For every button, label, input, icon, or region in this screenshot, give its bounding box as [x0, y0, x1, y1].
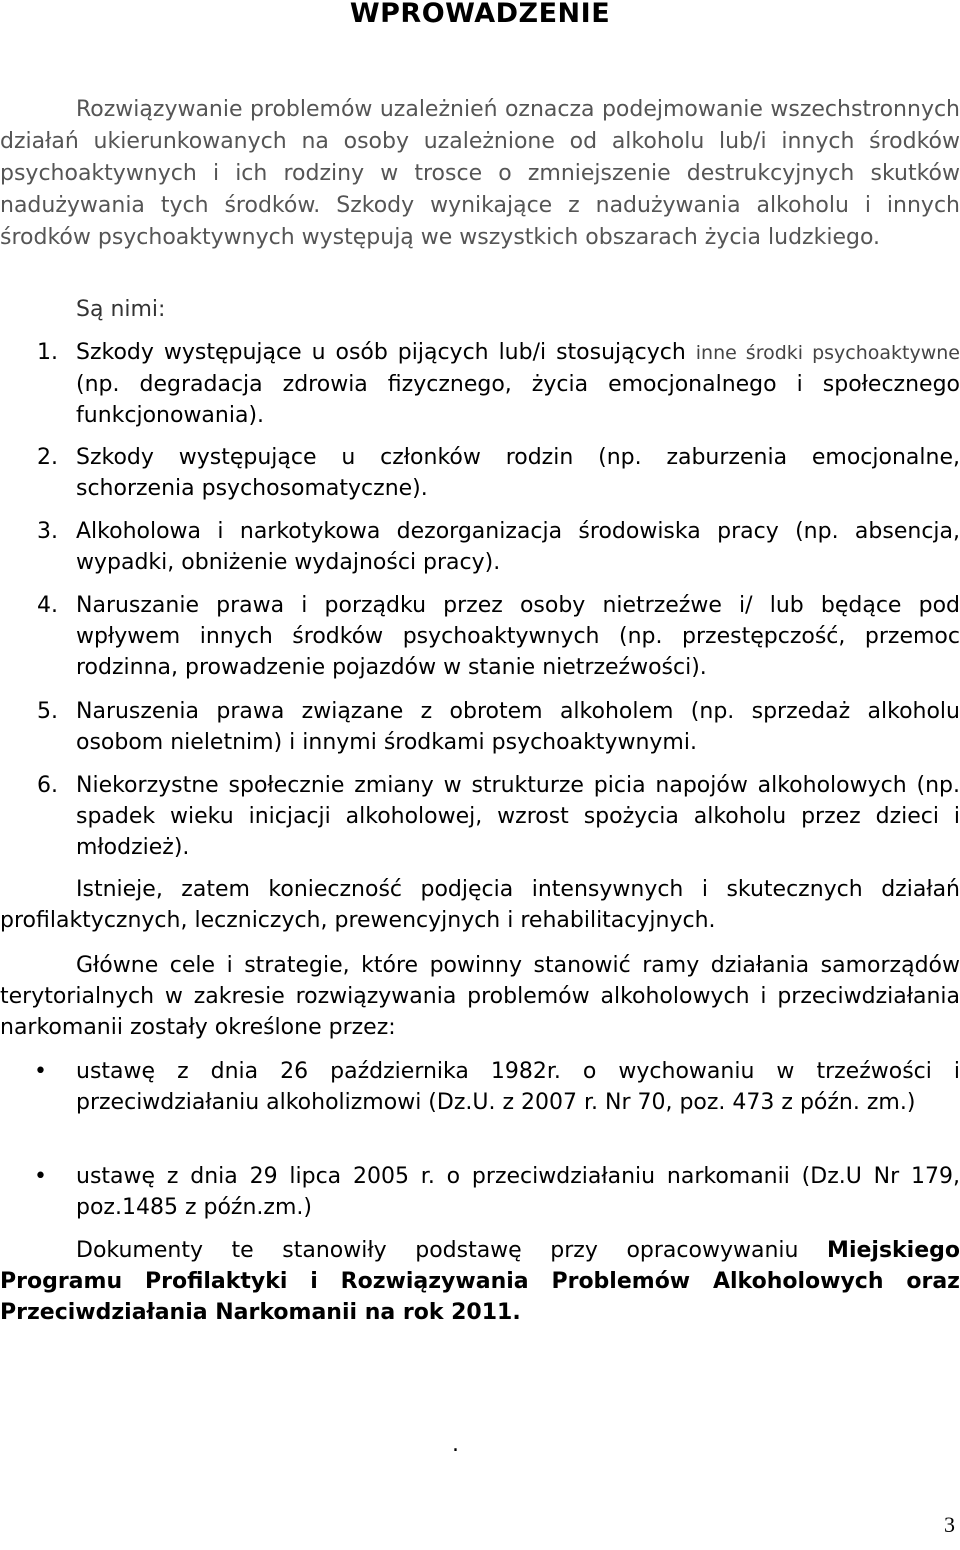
page-number: 3 [944, 1512, 955, 1537]
list-item-number: 2. [37, 445, 58, 470]
list-item [0, 337, 960, 431]
list-item-text-cont: (np. degradacja zdrowia fizycznego, życia emocjonalnego i społecznego funkcjonowania). [76, 372, 960, 428]
list-item-text: Naruszanie prawa i porządku przez osoby nietrzeźwe i/ lub będące pod wpływem innych środków psychoaktywnych (np. przestępczość, przemoc rodzinna, prowadzenie pojazdów w stanie nietrzeźwości). [76, 593, 960, 680]
list-item [0, 516, 960, 578]
list-item-text: Naruszenia prawa związane z obrotem alkoholem (np. sprzedaż alkoholu osobom nieletnim) i innymi środkami psychoaktywnymi. [76, 699, 960, 755]
list-item-text: Niekorzystne społecznie zmiany w strukturze picia napojów alkoholowych (np. spadek wieku inicjacji alkoholowej, wzrost spożycia alkoholu przez dzieci i młodzież). [76, 773, 960, 860]
goals-paragraph: Główne cele i strategie, które powinny stanowić ramy działania samorządów terytorialnych w zakresie rozwiązywania problemów alkoholowych i przeciwdziałania narkomanii zostały określone przez: [0, 953, 960, 1040]
list-item-number: 1. [37, 340, 58, 365]
list-item-number: 3. [37, 519, 58, 544]
list-item-text: Alkoholowa i narkotykowa dezorganizacja środowiska pracy (np. absencja, wypadki, obniżenie wydajności pracy). [76, 519, 960, 575]
bullet-text: ustawę z dnia 26 października 1982r. o wychowaniu w trzeźwości i przeciwdziałaniu alkoholizmowi (Dz.U. z 2007 r. Nr 70, poz. 473 z późn. zm.) [76, 1059, 960, 1115]
bullet-item [0, 1161, 960, 1223]
list-item-text: Szkody występujące u członków rodzin (np. zaburzenia emocjonalne, schorzenia psychosomatyczne). [76, 445, 960, 501]
list-item [0, 590, 960, 683]
intro-lead: Są nimi: [76, 297, 166, 322]
final-paragraph [0, 1235, 960, 1328]
list-item-text-small: inne środki psychoaktywne [695, 342, 960, 364]
bullet-icon: • [34, 1164, 47, 1189]
intro-paragraph: Rozwiązywanie problemów uzależnień oznacza podejmowanie wszechstronnych działań ukierunkowanych na osoby uzależnione od alkoholu lub/i innych środków psychoaktywnych i ich rodziny w trosce o zmniejszenie destrukcyjnych skutków nadużywania tych środków. Szkody wynikające z nadużywania alkoholu i innych środków psychoaktywnych występują we wszystkich obszarach życia ludzkiego. [0, 97, 960, 250]
final-text: Dokumenty te stanowiły podstawę przy opracowywaniu [76, 1238, 799, 1263]
list-item-number: 4. [37, 593, 58, 618]
list-item-number: 6. [37, 773, 58, 798]
bullet-text: ustawę z dnia 29 lipca 2005 r. o przeciwdziałaniu narkomanii (Dz.U Nr 179, poz.1485 z późn.zm.) [76, 1164, 960, 1220]
program-name: Miejskiego Programu Profilaktyki i Rozwiązywania Problemów Alkoholowych oraz Przeciwdziałania Narkomanii na rok 2011. [0, 1238, 960, 1325]
list-item-number: 5. [37, 699, 58, 724]
conclusion-paragraph: Istnieje, zatem konieczność podjęcia intensywnych i skutecznych działań profilaktycznych, leczniczych, prewencyjnych i rehabilitacyjnych. [0, 877, 960, 933]
list-item-text: Szkody występujące u osób pijących lub/i stosujących [76, 340, 686, 365]
bullet-icon: • [34, 1059, 47, 1084]
list-item [0, 442, 960, 504]
list-item [0, 696, 960, 758]
stray-dot: . [452, 1432, 459, 1457]
list-item [0, 770, 960, 863]
bullet-item [0, 1056, 960, 1118]
page-title: WPROWADZENIE [349, 0, 611, 29]
